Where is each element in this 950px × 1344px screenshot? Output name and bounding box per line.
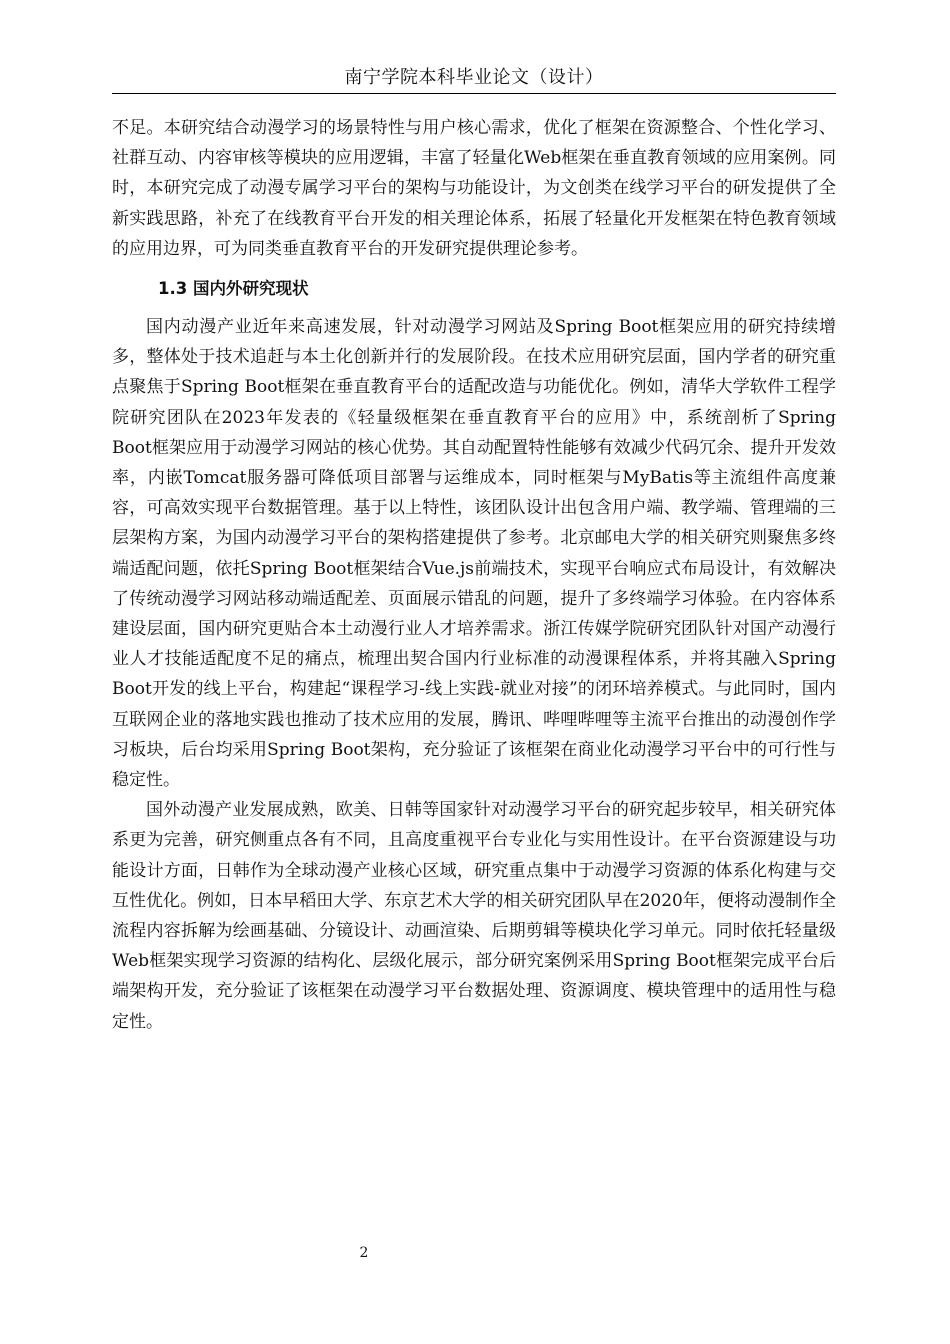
- body-paragraph: 不足。本研究结合动漫学习的场景特性与用户核心需求，优化了框架在资源整合、个性化学习、社群互动、内容审核等模块的应用逻辑，丰富了轻量化Web框架在垂直教育领域的应用案例。同时，本研究完成了动漫专属学习平台的架构与功能设计，为文创类在线学习平台的研发提供了全新实践思路，补充了在线教育平台开发的相关理论体系，拓展了轻量化开发框架在特色教育领域的应用边界，可为同类垂直教育平台的开发研究提供理论参考。: [112, 118, 836, 259]
- body-paragraph: 国内动漫产业近年来高速发展，针对动漫学习网站及Spring Boot框架应用的研究持续增多，整体处于技术追赶与本土化创新并行的发展阶段。在技术应用研究层面，国内学者的研究重点聚焦于Spring Boot框架在垂直教育平台的适配改造与功能优化。例如，清华大学软件工程学院研究团队在2023年发表的《轻量级框架在垂直教育平台的应用》中，系统剖析了Spring Boot框架应用于动漫学习网站的核心优势。其自动配置特性能够有效减少代码冗余、提升开发效率，内嵌Tomcat服务器可降低项目部署与运维成本，同时框架与MyBatis等主流组件高度兼容，可高效实现平台数据管理。基于以上特性，该团队设计出包含用户端、教学端、管理端的三层架构方案，为国内动漫学习平台的架构搭建提供了参考。北京邮电大学的相关研究则聚焦多终端适配问题，依托Spring Boot框架结合Vue.js前端技术，实现平台响应式布局设计，有效解决了传统动漫学习网站移动端适配差、页面展示错乱的问题，提升了多终端学习体验。在内容体系建设层面，国内研究更贴合本土动漫行业人才培养需求。浙江传媒学院研究团队针对国产动漫行业人才技能适配度不足的痛点，梳理出契合国内行业标准的动漫课程体系，并将其融入Spring Boot开发的线上平台，构建起“课程学习-线上实践-就业对接”的闭环培养模式。与此同时，国内互联网企业的落地实践也推动了技术应用的发展，腾讯、哔哩哔哩等主流平台推出的动漫创作学习板块，后台均采用Spring Boot架构，充分验证了该框架在商业化动漫学习平台中的可行性与稳定性。: [112, 317, 836, 791]
- page-number: 2: [359, 1245, 369, 1261]
- body-paragraph: 国外动漫产业发展成熟，欧美、日韩等国家针对动漫学习平台的研究起步较早，相关研究体系更为完善，研究侧重点各有不同，且高度重视平台专业化与实用性设计。在平台资源建设与功能设计方面，日韩作为全球动漫产业核心区域，研究重点集中于动漫学习资源的体系化构建与交互性优化。例如，日本早稻田大学、东京艺术大学的相关研究团队早在2020年，便将动漫制作全流程内容拆解为绘画基础、分镜设计、动画渲染、后期剪辑等模块化学习单元。同时依托轻量级Web框架实现学习资源的结构化、层级化展示，部分研究案例采用Spring Boot框架完成平台后端架构开发，充分验证了该框架在动漫学习平台数据处理、资源调度、模块管理中的适用性与稳定性。: [112, 800, 836, 1032]
- section-heading: 1.3 国内外研究现状: [158, 279, 309, 299]
- page-header-title: 南宁学院本科毕业论文（设计）: [344, 67, 604, 88]
- header-divider: [112, 93, 836, 94]
- document-body: [112, 113, 836, 1037]
